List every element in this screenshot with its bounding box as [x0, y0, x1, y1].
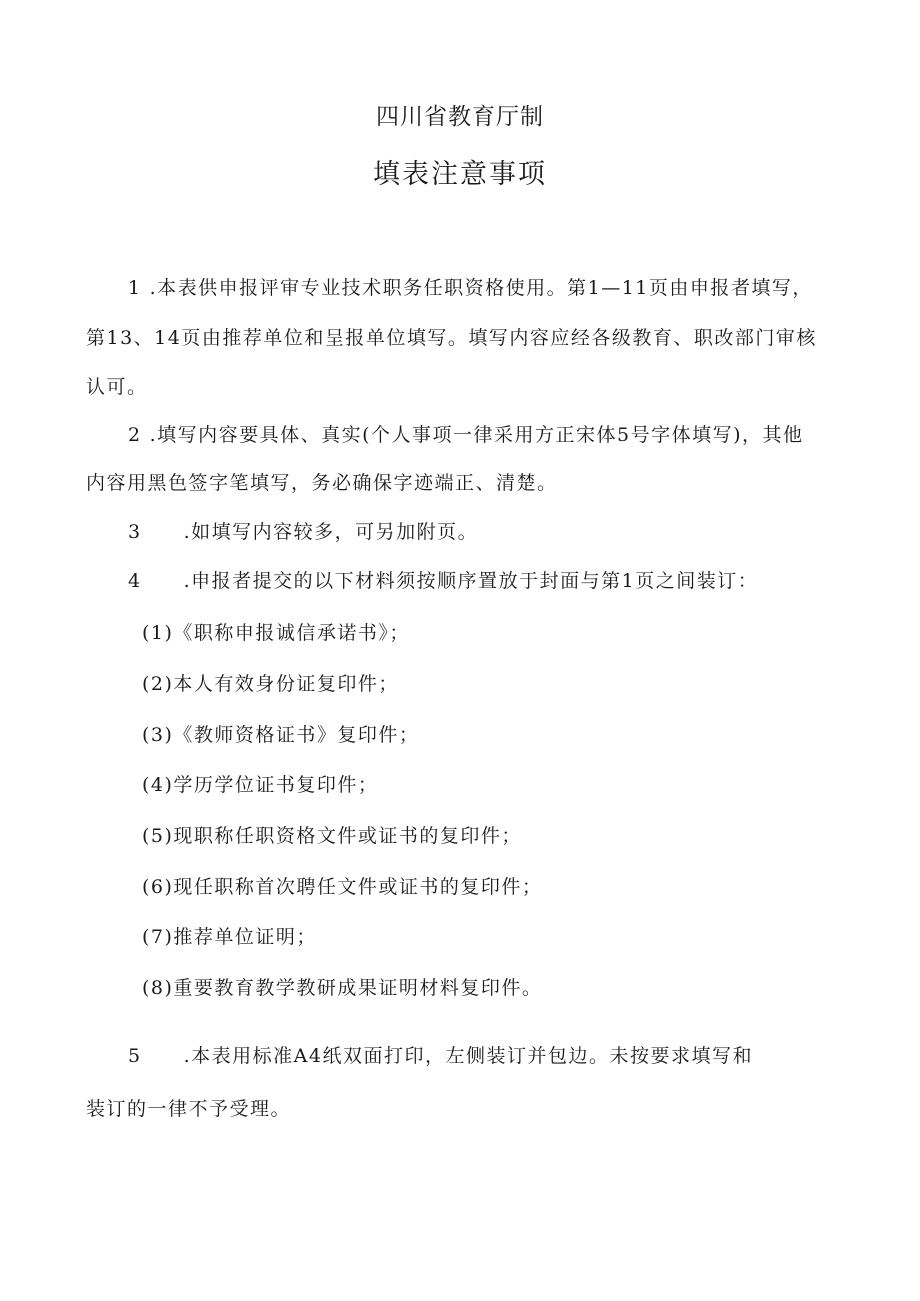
note-5-line-2: 装订的一律不予受理。: [86, 1098, 292, 1120]
note-4-subitem: (8)重要教育教学教研成果证明材料复印件。: [142, 977, 543, 999]
note-3-line-1: [128, 517, 478, 544]
note-1-number: 1: [128, 277, 142, 299]
note-4-subitem: (4)学历学位证书复印件；: [142, 774, 379, 796]
note-1-line-1: [128, 273, 813, 300]
note-4-subitem: (1)《职称申报诚信承诺书》；: [142, 622, 410, 644]
note-3-number: 3: [128, 521, 142, 543]
note-1-text-1: .本表供申报评审专业技术职务任职资格使用。第1—11页由申报者填写，: [149, 277, 813, 299]
note-5-text-1: .本表用标准A4纸双面打印，左侧装订并包边。未按要求填写和: [183, 1045, 753, 1067]
note-2-line-2: 内容用黑色签字笔填写，务必确保字迹端正、清楚。: [86, 472, 558, 494]
page-title: 填表注意事项: [373, 159, 547, 190]
note-4-subitem: (7)推荐单位证明；: [142, 926, 317, 948]
note-5-number: 5: [128, 1045, 142, 1067]
note-4-text-1: .申报者提交的以下材料须按顺序置放于封面与第1页之间装订：: [183, 570, 759, 592]
note-4-line-1: [128, 566, 758, 593]
note-5-line-1: [128, 1041, 753, 1068]
note-3-text-1: .如填写内容较多，可另加附页。: [183, 521, 479, 543]
note-4-subitem: (5)现职称任职资格文件或证书的复印件；: [142, 825, 522, 847]
note-2-line-1: [128, 420, 804, 447]
note-2-text-1: .填写内容要具体、真实(个人事项一律采用方正宋体5号字体填写)，其他: [149, 424, 804, 446]
note-4-subitem: (3)《教师资格证书》复印件；: [142, 724, 420, 746]
note-4-subitem: (6)现任职称首次聘任文件或证书的复印件；: [142, 876, 543, 898]
note-4-number: 4: [128, 570, 142, 592]
issuer-line: 四川省教育厅制: [376, 104, 544, 130]
note-1-line-2: 第13、14页由推荐单位和呈报单位填写。填写内容应经各级教育、职改部门审核: [86, 327, 817, 349]
note-1-line-3: 认可。: [86, 376, 148, 398]
note-2-number: 2: [128, 424, 142, 446]
note-4-subitem: (2)本人有效身份证复印件；: [142, 673, 399, 695]
